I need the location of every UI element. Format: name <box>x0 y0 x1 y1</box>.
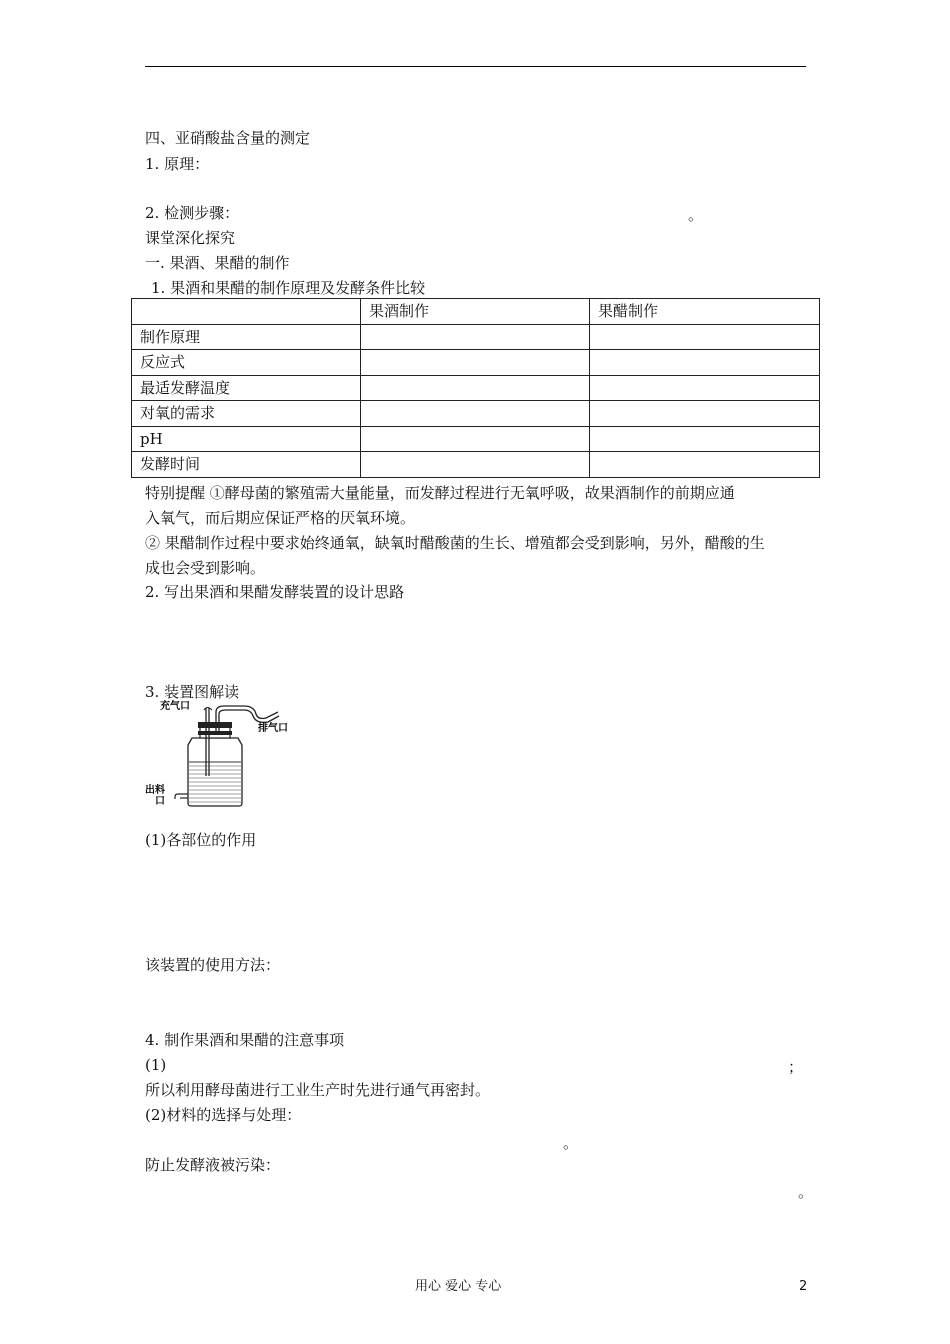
table-row <box>132 375 820 401</box>
header-rule <box>145 66 806 67</box>
tip-line-2: 入氧气，而后期应保证严格的厌氧环境。 <box>145 509 416 527</box>
table-row-label: 发酵时间 <box>132 452 361 478</box>
note-2: (2)材料的选择与处理： <box>145 1106 302 1124</box>
table-cell <box>590 426 820 452</box>
question-4: 4. 制作果酒和果醋的注意事项 <box>145 1031 345 1049</box>
footer-motto: 用心 爱心 专心 <box>415 1279 502 1294</box>
table-row-label: 对氧的需求 <box>132 401 361 427</box>
table-cell <box>590 375 820 401</box>
section-heading-nitrite: 四、亚硝酸盐含量的测定 <box>145 129 311 147</box>
label-outlet-2: 口 <box>155 796 165 807</box>
table-row <box>132 426 820 452</box>
table-row-label: 最适发酵温度 <box>132 375 361 401</box>
table-header-cell: 果酒制作 <box>361 299 590 325</box>
label-exhaust: 排气口 <box>258 723 288 734</box>
note-1: (1) <box>145 1056 167 1074</box>
table-row <box>132 324 820 350</box>
table-cell <box>590 324 820 350</box>
note-3: 防止发酵液被污染： <box>145 1156 281 1174</box>
table-cell <box>361 350 590 376</box>
table-cell <box>361 452 590 478</box>
table-cell <box>590 401 820 427</box>
item-steps: 2. 检测步骤： <box>145 204 240 222</box>
comparison-table <box>131 298 820 478</box>
label-outlet-1: 出料 <box>145 785 165 796</box>
item-principle: 1. 原理： <box>145 155 210 173</box>
note-1-end: ； <box>788 1058 804 1076</box>
usage-method: 该装置的使用方法： <box>145 956 281 974</box>
fermentation-apparatus-diagram <box>140 700 310 810</box>
table-row-label: 制作原理 <box>132 324 361 350</box>
question-3: 3. 装置图解读 <box>145 683 240 701</box>
table-header-cell: 果醋制作 <box>590 299 820 325</box>
table-cell <box>361 324 590 350</box>
page-number: 2 <box>799 1279 808 1294</box>
deep-heading: 课堂深化探究 <box>145 229 236 247</box>
note-2-end: 。 <box>563 1134 579 1152</box>
table-row <box>132 452 820 478</box>
tip-line-3: ② 果醋制作过程中要求始终通氧，缺氧时醋酸菌的生长、增殖都会受到影响，另外，醋酸的生 <box>145 534 765 552</box>
table-cell <box>361 426 590 452</box>
table-row <box>132 401 820 427</box>
table-row-label: pH <box>132 426 361 452</box>
question-3-1: (1)各部位的作用 <box>145 831 257 849</box>
table-header-cell <box>132 299 361 325</box>
label-inlet: 充气口 <box>160 701 190 712</box>
table-cell <box>590 350 820 376</box>
subsection-wine-vinegar: 一. 果酒、果醋的制作 <box>145 254 290 272</box>
question-1: 1. 果酒和果醋的制作原理及发酵条件比较 <box>151 279 426 297</box>
note-1-line-2: 所以利用酵母菌进行工业生产时先进行通气再密封。 <box>145 1081 491 1099</box>
table-row-label: 反应式 <box>132 350 361 376</box>
tip-line-4: 成也会受到影响。 <box>145 559 266 577</box>
table-row <box>132 350 820 376</box>
table-header-row <box>132 299 820 325</box>
table-cell <box>590 452 820 478</box>
note-3-end: 。 <box>798 1183 814 1201</box>
question-2: 2. 写出果酒和果醋发酵装置的设计思路 <box>145 583 405 601</box>
tip-line-1: 特别提醒 ①酵母菌的繁殖需大量能量，而发酵过程进行无氧呼吸，故果酒制作的前期应通 <box>145 484 735 502</box>
item-steps-end: 。 <box>688 206 704 224</box>
stopper <box>198 722 232 728</box>
table-cell <box>361 401 590 427</box>
fermentation-liquid <box>189 762 241 805</box>
table-cell <box>361 375 590 401</box>
